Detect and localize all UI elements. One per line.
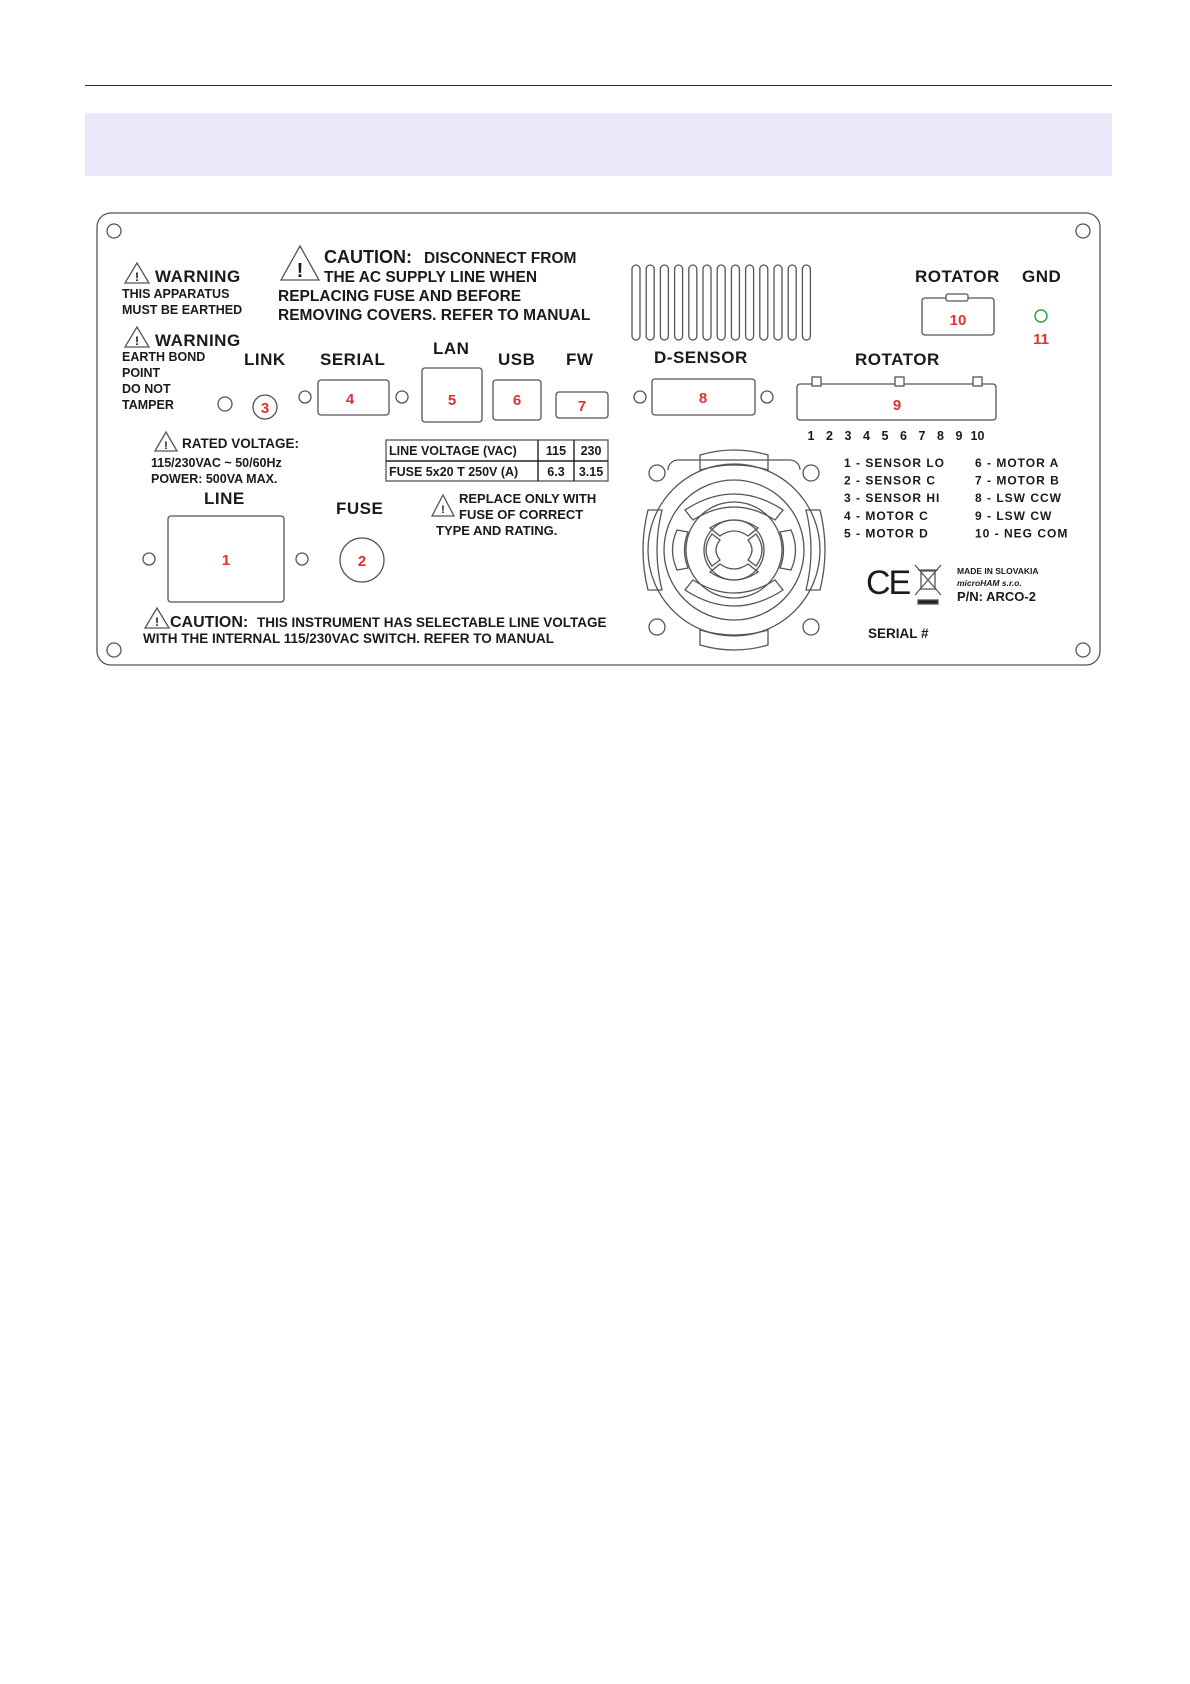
- svg-text:POINT: POINT: [122, 366, 161, 380]
- svg-text:!: !: [164, 440, 168, 452]
- svg-text:REMOVING COVERS. REFER TO MANU: REMOVING COVERS. REFER TO MANUAL: [278, 307, 591, 324]
- svg-text:TYPE AND RATING.: TYPE AND RATING.: [436, 523, 558, 538]
- pinout-entry: 6 - MOTOR A: [975, 456, 1060, 470]
- pinout-entry: 8 - LSW CCW: [975, 491, 1062, 506]
- rotator-pin-number: 8: [937, 429, 944, 443]
- pinout-entry: 10 - NEG COM: [975, 526, 1069, 541]
- usb-label: USB: [498, 350, 536, 369]
- callout-6: 6: [512, 392, 522, 409]
- svg-text:LINE VOLTAGE (VAC): LINE VOLTAGE (VAC): [389, 444, 517, 458]
- svg-text:THIS APPARATUS: THIS APPARATUS: [122, 287, 230, 301]
- pinout-entry: 5 - MOTOR D: [844, 526, 929, 541]
- rotator-pin-numbers: [808, 429, 985, 443]
- pinout-entry: 1 - SENSOR LO: [844, 456, 946, 470]
- line-label: LINE: [204, 489, 245, 508]
- vent-slot: [731, 265, 739, 340]
- svg-text:230: 230: [580, 444, 602, 458]
- vent-slot: [746, 265, 754, 340]
- callout-8: 8: [698, 390, 708, 407]
- fan-grille: [643, 450, 825, 650]
- lan-label: LAN: [433, 339, 470, 358]
- fuse-table: [386, 440, 608, 481]
- svg-text:DISCONNECT FROM: DISCONNECT FROM: [424, 250, 577, 267]
- svg-text:6.3: 6.3: [547, 465, 565, 479]
- svg-text:CAUTION:: CAUTION:: [170, 614, 249, 631]
- company: microHAM s.r.o.: [957, 578, 1022, 588]
- callout-3: 3: [260, 400, 270, 417]
- made-in: MADE IN SLOVAKIA: [957, 566, 1039, 576]
- svg-text:RATED VOLTAGE:: RATED VOLTAGE:: [182, 436, 299, 451]
- svg-text:FUSE 5x20 T 250V (A): FUSE 5x20 T 250V (A): [389, 465, 519, 479]
- weee-bin-icon: [915, 565, 941, 604]
- vent-slot: [646, 265, 654, 340]
- rotator-top-label: ROTATOR: [915, 267, 1000, 286]
- vent-slot: [675, 265, 683, 340]
- fuse-label: FUSE: [336, 499, 384, 518]
- pinout-entry: 7 - MOTOR B: [975, 473, 1060, 488]
- vent-slot: [760, 265, 768, 340]
- corner-screw-bl: [107, 643, 121, 657]
- ce-mark: CE: [866, 564, 910, 602]
- rotator-pin-number: 4: [863, 429, 870, 443]
- svg-text:3.15: 3.15: [578, 465, 604, 479]
- callout-9: 9: [892, 397, 902, 414]
- vent-slot: [802, 265, 810, 340]
- pinout-entry: 3 - SENSOR HI: [844, 491, 941, 506]
- serial-number-label: SERIAL #: [868, 626, 929, 641]
- rotator-pin-number: 7: [918, 429, 926, 443]
- part-number: P/N: ARCO-2: [957, 589, 1036, 604]
- warning-title: WARNING: [155, 267, 241, 286]
- svg-text:!: !: [296, 260, 304, 282]
- svg-text:MUST BE EARTHED: MUST BE EARTHED: [122, 303, 243, 317]
- vent-slot: [774, 265, 782, 340]
- pinout-right: [975, 456, 1068, 540]
- callout-1: 1: [221, 552, 231, 569]
- svg-text:DO NOT: DO NOT: [122, 382, 171, 396]
- warning-earthed: [122, 263, 242, 317]
- rotator-pin-number: 2: [826, 429, 833, 443]
- link-label: LINK: [244, 350, 286, 369]
- svg-text:!: !: [135, 270, 139, 284]
- caution-line-voltage: [143, 608, 607, 646]
- callout-4: 4: [345, 391, 355, 408]
- vent-slot: [632, 265, 640, 340]
- svg-text:POWER: 500VA MAX.: POWER: 500VA MAX.: [151, 472, 278, 486]
- callout-5: 5: [447, 392, 457, 409]
- fw-label: FW: [566, 350, 594, 369]
- warning-title: WARNING: [155, 331, 241, 350]
- replace-fuse-note: [432, 491, 596, 538]
- rotator-pin-number: 10: [970, 429, 985, 443]
- gnd-terminal: [1035, 310, 1047, 322]
- callout-7: 7: [577, 398, 587, 415]
- caution-disconnect: [278, 246, 590, 324]
- vent-slot: [717, 265, 725, 340]
- svg-text:REPLACING FUSE AND BEFORE: REPLACING FUSE AND BEFORE: [278, 288, 522, 305]
- pinout-entry: 4 - MOTOR C: [844, 508, 929, 523]
- svg-text:115/230VAC ~ 50/60Hz: 115/230VAC ~ 50/60Hz: [151, 456, 282, 470]
- rated-voltage: [151, 432, 299, 486]
- warning-earth-bond: [122, 327, 241, 412]
- serial-label: SERIAL: [320, 350, 386, 369]
- corner-screw-tl: [107, 224, 121, 238]
- callout-2: 2: [357, 553, 367, 570]
- vent-slot: [788, 265, 796, 340]
- callout-10: 10: [949, 312, 967, 329]
- svg-text:!: !: [135, 334, 139, 348]
- vent-slots: [632, 265, 810, 340]
- vent-slot: [703, 265, 711, 340]
- rotator-pin-number: 5: [881, 429, 889, 443]
- pinout-entry: 2 - SENSOR C: [844, 473, 937, 488]
- link-led: [218, 397, 232, 411]
- svg-text:REPLACE ONLY WITH: REPLACE ONLY WITH: [459, 491, 597, 506]
- svg-text:!: !: [155, 615, 159, 629]
- svg-text:THE AC SUPPLY LINE WHEN: THE AC SUPPLY LINE WHEN: [324, 269, 538, 286]
- svg-text:!: !: [441, 504, 445, 516]
- svg-text:THIS INSTRUMENT HAS SELECTABLE: THIS INSTRUMENT HAS SELECTABLE LINE VOLTAGE: [257, 615, 607, 630]
- rotator-pin-number: 1: [807, 429, 815, 443]
- svg-text:TAMPER: TAMPER: [122, 398, 174, 412]
- rotator-pin-number: 3: [844, 429, 852, 443]
- corner-screw-tr: [1076, 224, 1090, 238]
- svg-text:EARTH BOND: EARTH BOND: [122, 350, 206, 364]
- gnd-label: GND: [1022, 267, 1062, 286]
- svg-text:FUSE OF CORRECT: FUSE OF CORRECT: [459, 507, 584, 522]
- svg-text:115: 115: [545, 444, 567, 458]
- rotator-pin-number: 6: [900, 429, 907, 443]
- corner-screw-br: [1076, 643, 1090, 657]
- rotator-pin-number: 9: [955, 429, 963, 443]
- callout-11: 11: [1033, 331, 1049, 348]
- svg-text:CAUTION:: CAUTION:: [324, 247, 412, 267]
- pinout-left: [844, 456, 945, 540]
- vent-slot: [689, 265, 697, 340]
- dsensor-label: D-SENSOR: [654, 348, 748, 367]
- svg-text:WITH THE INTERNAL 115/230VAC S: WITH THE INTERNAL 115/230VAC SWITCH. REFER TO MANUAL: [143, 631, 555, 646]
- pinout-entry: 9 - LSW CW: [975, 508, 1053, 523]
- vent-slot: [660, 265, 668, 340]
- rotator-label: ROTATOR: [855, 350, 940, 369]
